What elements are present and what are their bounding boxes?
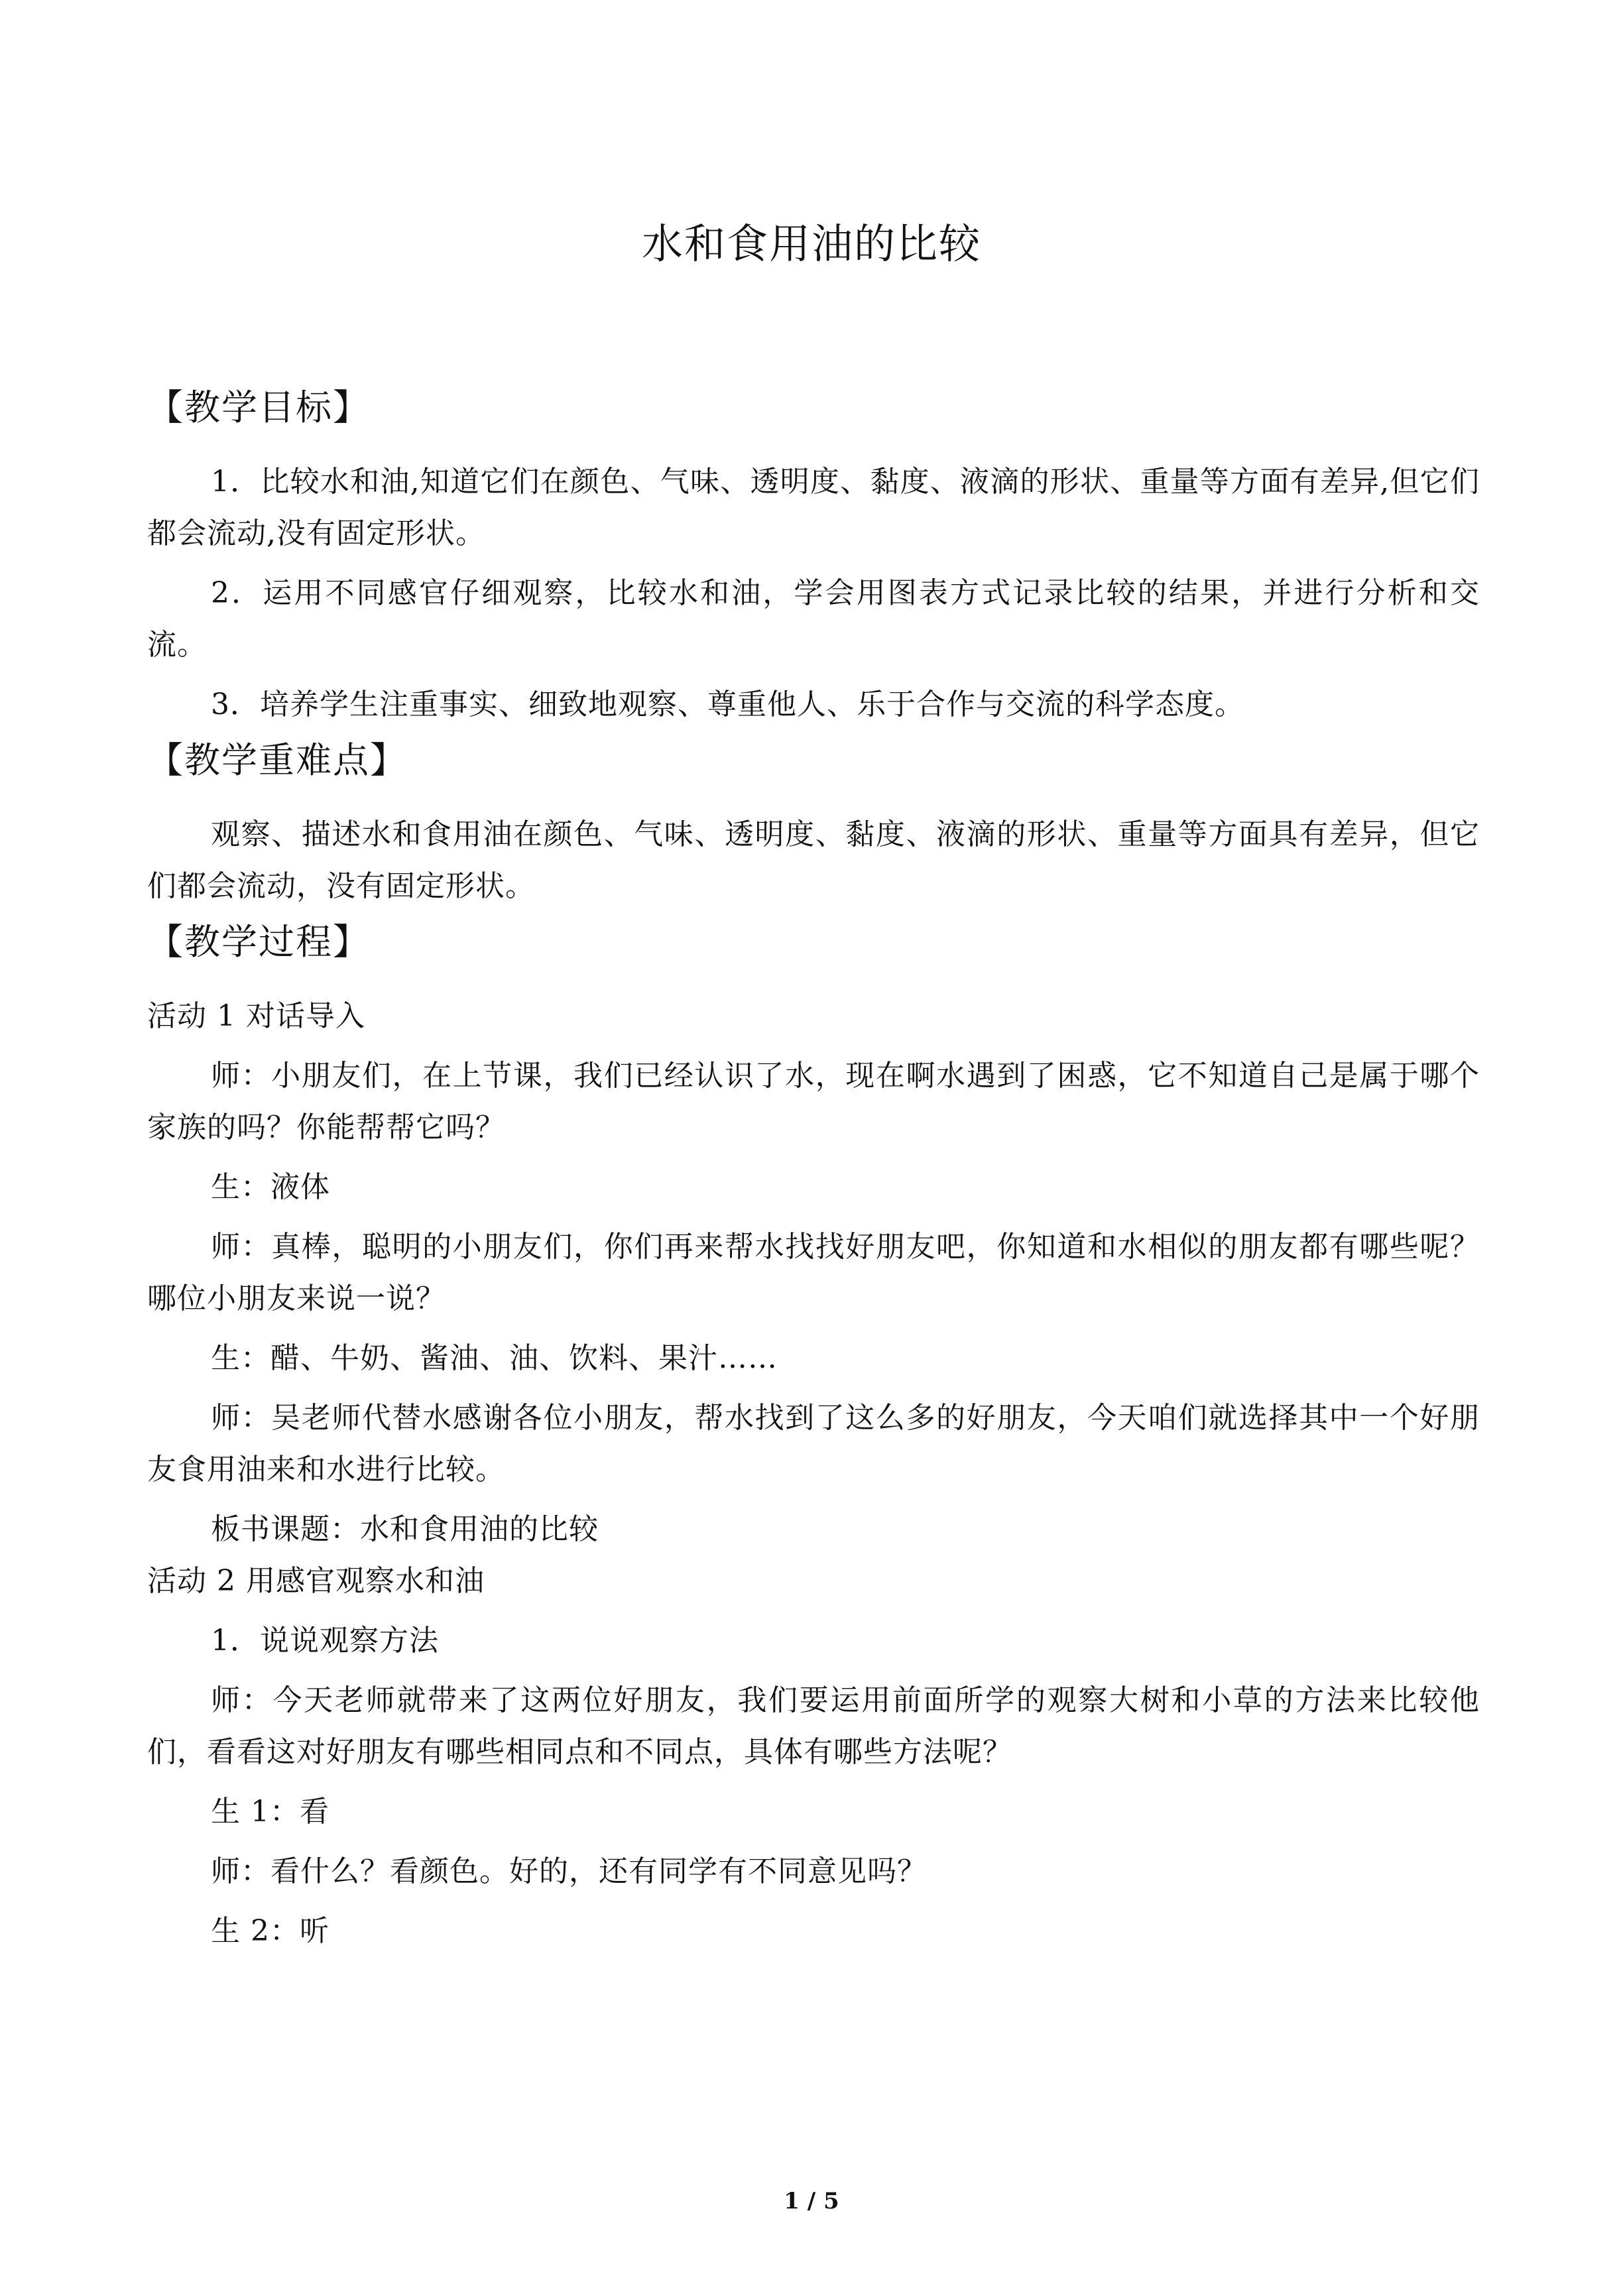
dialogue-line: 师：今天老师就带来了这两位好朋友，我们要运用前面所学的观察大树和小草的方法来比较他们，看看这对好朋友有哪些相同点和不同点，具体有哪些方法呢？: [147, 1683, 1480, 1769]
page-title: 水和食用油的比较: [641, 219, 981, 268]
dialogue-line: 师：小朋友们，在上节课，我们已经认识了水，现在啊水遇到了困惑，它不知道自己是属于哪个家族的吗？你能帮帮它吗？: [147, 1059, 1480, 1144]
objectives-heading: 【教学目标】: [147, 387, 370, 428]
dialogue-line: 生 2：听: [211, 1914, 330, 1948]
objective-item: 3．培养学生注重事实、细致地观察、尊重他人、乐于合作与交流的科学态度。: [211, 688, 1244, 721]
key-points-text: 观察、描述水和食用油在颜色、气味、透明度、黏度、液滴的形状、重量等方面具有差异，但它们都会流动，没有固定形状。: [147, 817, 1480, 903]
key-points-heading: 【教学重难点】: [147, 739, 407, 781]
dialogue-line: 生 1：看: [211, 1795, 330, 1829]
objective-item: 1．比较水和油,知道它们在颜色、气味、透明度、黏度、液滴的形状、重量等方面有差异,但它们都会流动,没有固定形状。: [147, 465, 1480, 550]
objective-item: 2．运用不同感官仔细观察，比较水和油，学会用图表方式记录比较的结果，并进行分析和交流。: [147, 576, 1480, 662]
dialogue-line: 师：看什么？看颜色。好的，还有同学有不同意见吗？: [211, 1854, 927, 1888]
dialogue-line: 生：液体: [211, 1170, 330, 1204]
dialogue-line: 生：醋、牛奶、酱油、油、饮料、果汁……: [211, 1341, 778, 1375]
activity-title: 活动 2 用感官观察水和油: [147, 1564, 485, 1598]
dialogue-line: 板书课题：水和食用油的比较: [211, 1512, 599, 1546]
activity-title: 活动 1 对话导入: [147, 999, 365, 1033]
document-body: [147, 378, 1480, 1957]
dialogue-line: 1．说说观察方法: [211, 1624, 439, 1658]
dialogue-line: 师：吴老师代替水感谢各位小朋友，帮水找到了这么多的好朋友，今天咱们就选择其中一个好朋友食用油来和水进行比较。: [147, 1401, 1480, 1486]
process-heading: 【教学过程】: [147, 921, 370, 963]
dialogue-line: 师：真棒，聪明的小朋友们，你们再来帮水找找好朋友吧，你知道和水相似的朋友都有哪些呢？哪位小朋友来说一说？: [147, 1230, 1480, 1315]
page-number: 1 / 5: [784, 2188, 839, 2214]
